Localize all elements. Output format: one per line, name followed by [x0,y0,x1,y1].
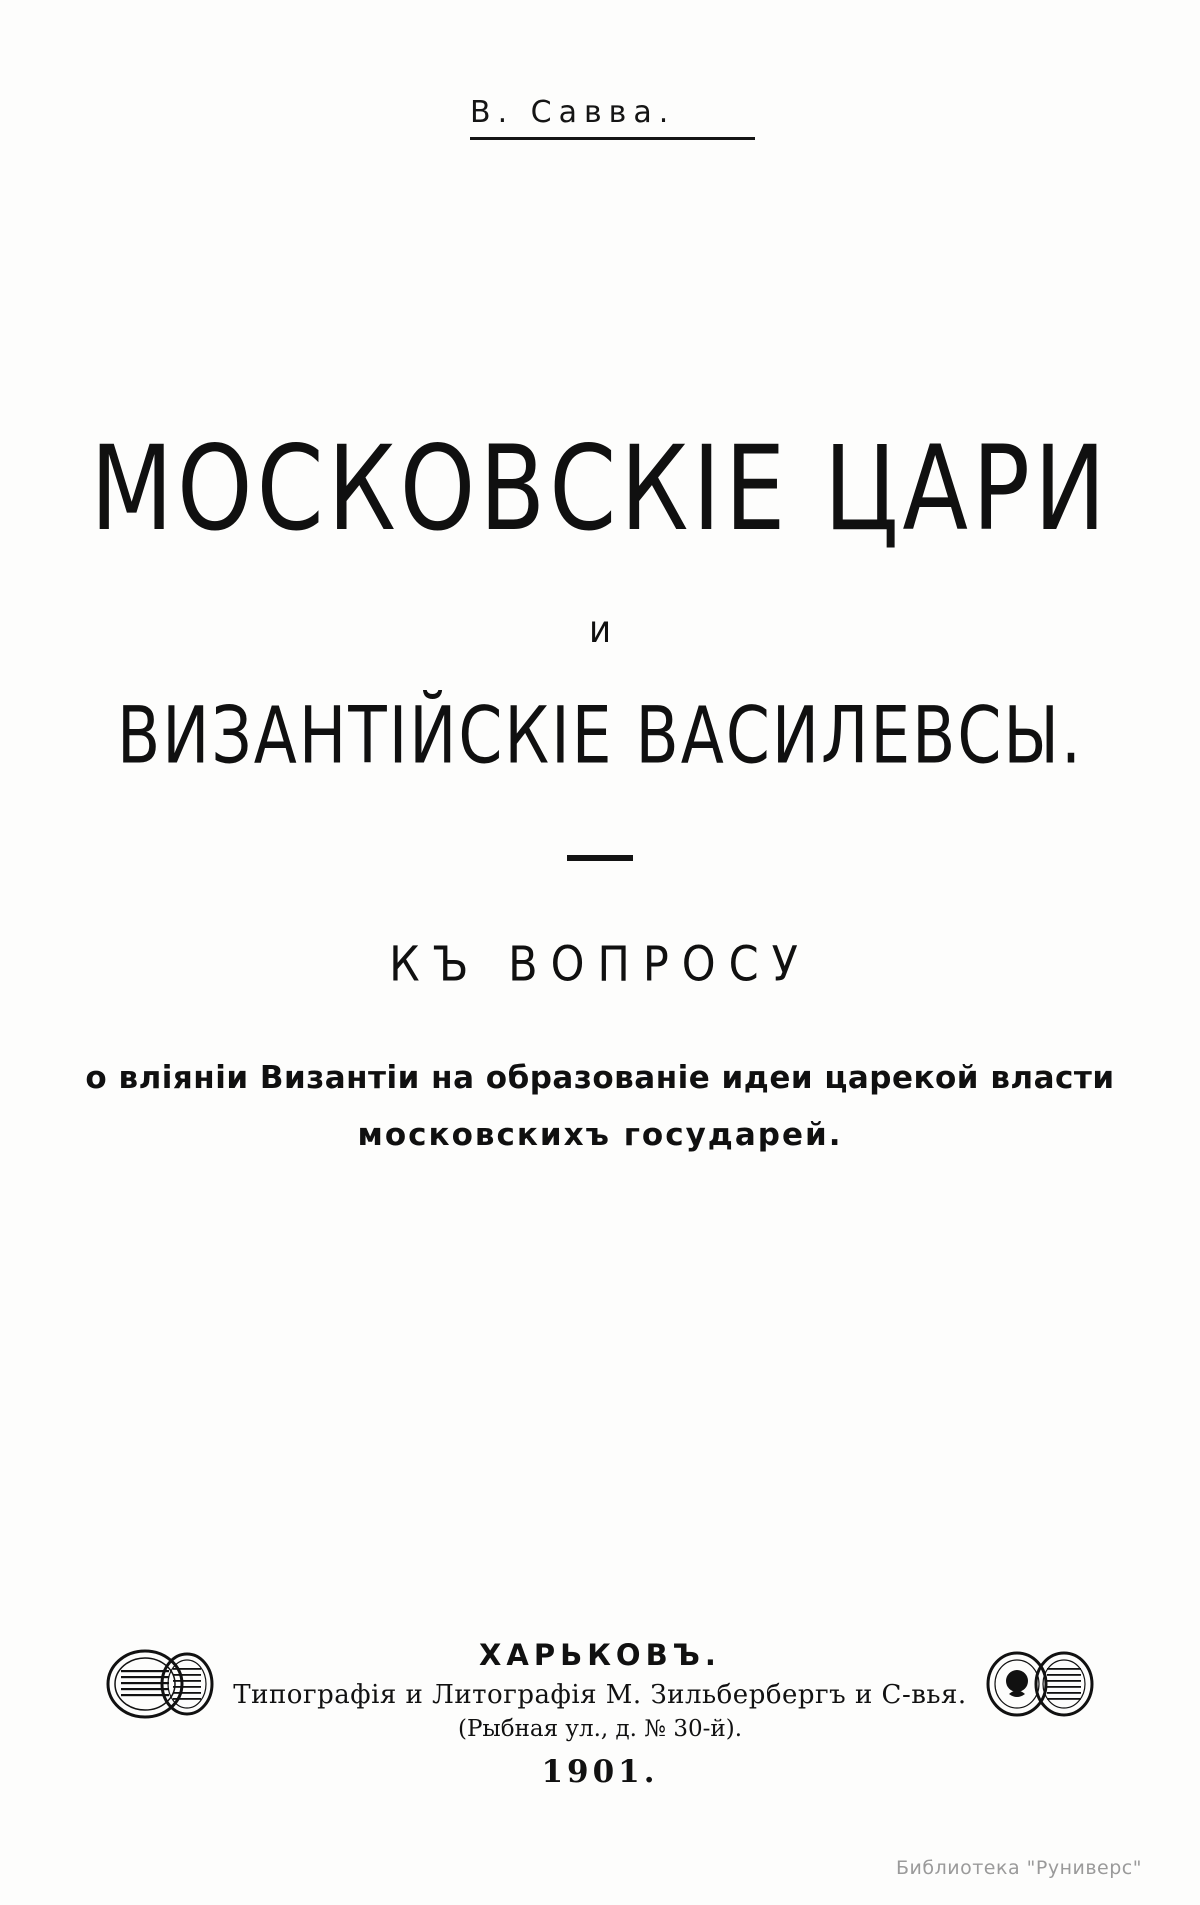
subtitle-body [60,1050,1140,1165]
imprint-block [0,1638,1200,1790]
imprint-address: (Рыбная ул., д. № 30-й). [457,1716,743,1742]
imprint-press: Типографія и Литографія М. Зильбербергъ и С-вья. [233,1680,967,1710]
author-block [470,95,755,140]
title-conjunction: и [588,608,612,652]
subtitle-line-1: о вліяніи Византіи на образованіе идеи царекой власти [85,1060,1115,1096]
subtitle-line-2: московскихъ государей. [357,1117,843,1154]
author-name: В. Савва. [470,95,676,130]
divider-dash [567,855,633,861]
page-title-main: МОСКОВСКІЕ ЦАРИ [90,420,1110,557]
imprint-year: 1901. [541,1754,659,1790]
author-underline [470,137,755,140]
page-title-secondary: ВИЗАНТІЙСКІЕ ВАСИЛЕВСЫ. [117,690,1083,782]
subtitle-lead: КЪ ВОПРОСУ [389,937,811,993]
imprint-city: ХАРЬКОВЪ. [479,1638,721,1672]
library-watermark: Библиотека "Руниверс" [896,1857,1142,1879]
